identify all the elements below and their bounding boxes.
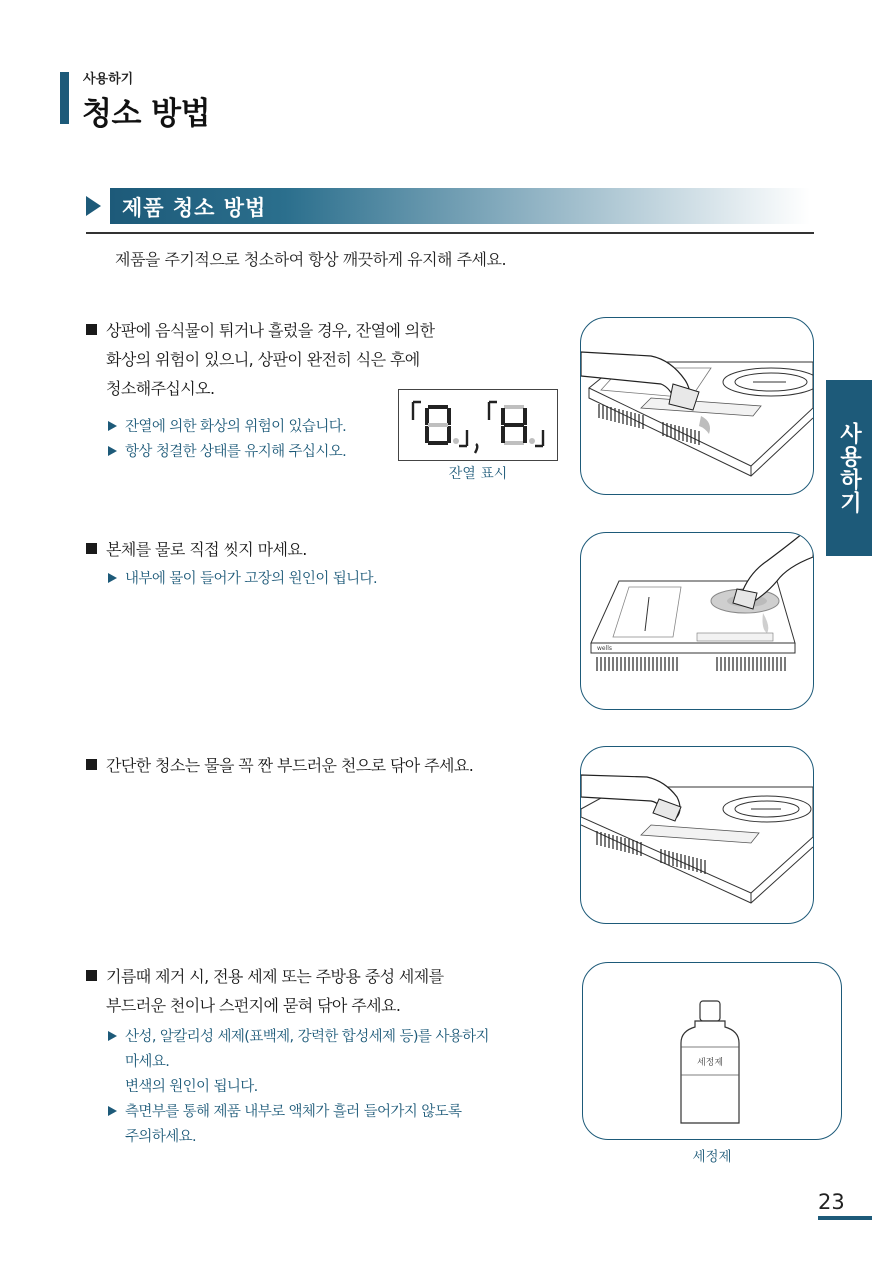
instruction-item: [86, 962, 556, 1020]
sub-note: 산성, 알칼리성 세제(표백제, 강력한 합성세제 등)를 사용하지: [125, 1029, 489, 1045]
sub-note: 항상 청결한 상태를 유지해 주십시오.: [125, 444, 347, 460]
cooktop-cloth-illustration: [580, 746, 814, 924]
detergent-caption: 세정제: [692, 1149, 732, 1165]
sub-note: 변색의 원인이 됩니다.: [125, 1079, 258, 1095]
section-title: 제품 청소 방법: [122, 196, 267, 220]
cooktop-wipe-illustration: [580, 317, 814, 495]
brand-logo: wells: [597, 645, 613, 652]
residual-heat-glyphs: [399, 390, 557, 460]
section-intro: 제품을 주기적으로 청소하여 항상 깨끗하게 유지해 주세요.: [115, 250, 507, 269]
section-divider: [86, 232, 814, 234]
bottle-label: 세정제: [696, 1058, 724, 1068]
residual-heat-display: [398, 389, 558, 461]
section-arrow-icon: [86, 196, 101, 216]
bullet-square-icon: [86, 759, 97, 770]
display-digit-0: [425, 405, 459, 445]
sub-notes: [108, 415, 398, 465]
sub-notes: [108, 1025, 548, 1150]
item-line: 화상의 위험이 있으니, 상판이 완전히 식은 후에: [106, 350, 420, 369]
page-number-bar: [818, 1216, 872, 1220]
bullet-square-icon: [86, 543, 97, 554]
item-line: 기름때 제거 시, 전용 세제 또는 주방용 중성 세제를: [106, 967, 444, 986]
page-title: 청소 방법: [82, 96, 211, 132]
instruction-item: [86, 751, 576, 780]
item-line: 부드러운 천이나 스펀지에 묻혀 닦아 주세요.: [106, 996, 401, 1015]
page-number: 23: [818, 1190, 845, 1214]
item-line: 청소해주십시오.: [106, 379, 215, 398]
sub-note: 측면부를 통해 제품 내부로 액체가 흘러 들어가지 않도록: [125, 1104, 462, 1120]
sub-notes: [108, 567, 528, 592]
display-caption: 잔열 표시: [448, 466, 508, 482]
header-accent-bar: [60, 72, 69, 124]
item-line: 상판에 음식물이 튀거나 흘렀을 경우, 잔열에 의한: [106, 321, 435, 340]
bullet-triangle-icon: [108, 446, 117, 456]
section-label: 사용하기: [83, 72, 134, 87]
bullet-triangle-icon: [108, 1106, 117, 1116]
bullet-triangle-icon: [108, 1031, 117, 1041]
item-line: 간단한 청소는 물을 꼭 짠 부드러운 천으로 닦아 주세요.: [106, 756, 474, 775]
sub-note: 마세요.: [125, 1054, 170, 1070]
detergent-illustration: [582, 962, 842, 1140]
sub-note: 잔열에 의한 화상의 위험이 있습니다.: [125, 419, 347, 435]
display-digit-h: [501, 405, 535, 445]
sub-note: 주의하세요.: [125, 1129, 197, 1145]
cooktop-spill-illustration: [580, 532, 814, 710]
sub-note: 내부에 물이 들어가 고장의 원인이 됩니다.: [125, 571, 377, 587]
bullet-square-icon: [86, 324, 97, 335]
instruction-item: [86, 535, 556, 564]
side-tab-label: 사용하기: [836, 422, 862, 514]
item-line: 본체를 물로 직접 씻지 마세요.: [106, 540, 307, 559]
bullet-square-icon: [86, 970, 97, 981]
detergent-bottle-icon: [583, 963, 841, 1139]
bullet-triangle-icon: [108, 573, 117, 583]
bullet-triangle-icon: [108, 421, 117, 431]
